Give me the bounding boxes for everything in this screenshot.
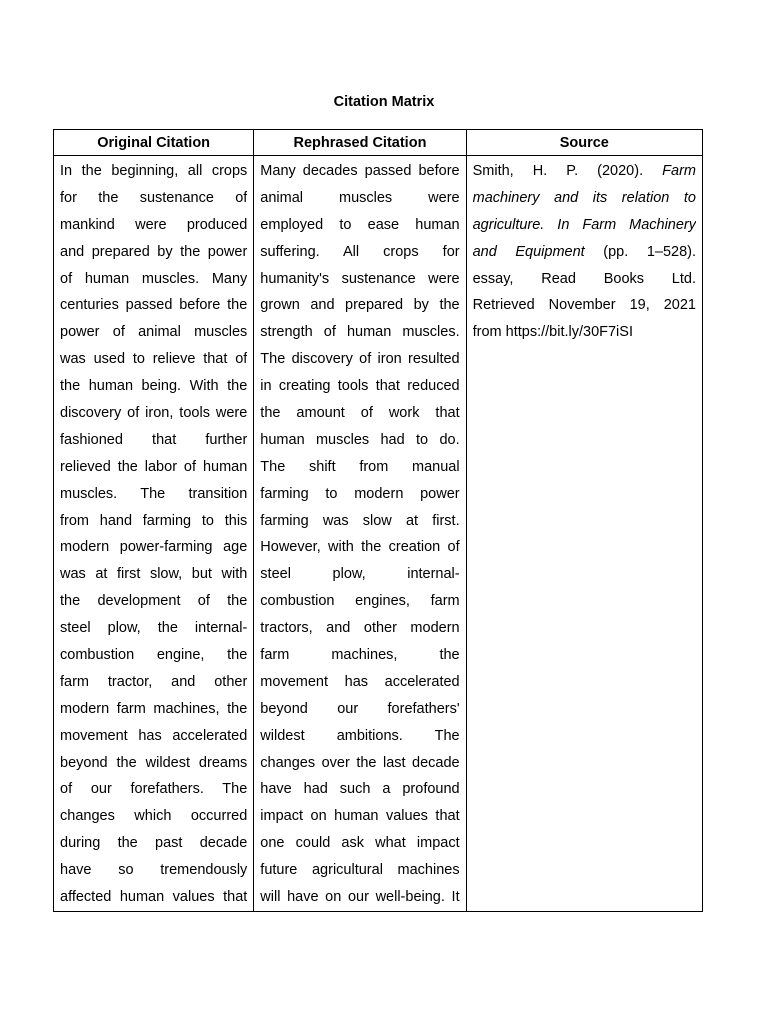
source-cell: [466, 156, 702, 912]
original-line: the human being. With the: [60, 378, 248, 395]
source-line: Retrieved November 19, 2021: [472, 297, 696, 314]
rephrased-line: the amount of work that: [260, 405, 460, 422]
original-line: and prepared by the power: [60, 243, 248, 260]
source-line: Smith, H. P. (2020). Farm: [472, 163, 696, 179]
original-line: In the beginning, all crops: [60, 163, 248, 179]
original-line: centuries passed before the: [60, 297, 248, 314]
original-line: relieved the labor of human: [60, 458, 248, 475]
source-line: agriculture. In Farm Machinery: [472, 216, 696, 233]
rephrased-line: The discovery of iron resulted: [260, 351, 460, 368]
original-line: from hand farming to this: [60, 512, 248, 529]
source-line: essay, Read Books Ltd.: [472, 270, 696, 287]
original-line: of human muscles. Many: [60, 270, 248, 287]
original-line: mankind were produced: [60, 216, 248, 233]
rephrased-line: suffering. All crops for: [260, 243, 460, 260]
source-line: and Equipment (pp. 1–528).: [472, 243, 696, 260]
rephrased-line: grown and prepared by the: [260, 297, 460, 314]
source-line: machinery and its relation to: [472, 189, 696, 206]
rephrased-line: movement has accelerated: [260, 673, 460, 690]
rephrased-line: in creating tools that reduced: [260, 378, 460, 395]
rephrased-line: employed to ease human: [260, 216, 460, 233]
table-header-row: [54, 130, 703, 156]
rephrased-line: The shift from manual: [260, 458, 460, 475]
rephrased-line: farm machines, the: [260, 647, 460, 664]
original-line: have so tremendously: [60, 862, 248, 879]
citation-matrix-table: [53, 129, 703, 912]
header-source: Source: [466, 130, 702, 156]
header-rephrased-citation: Rephrased Citation: [254, 130, 466, 156]
source-link-line: from https://bit.ly/30F7iSI: [472, 324, 633, 341]
rephrased-line: one could ask what impact: [260, 835, 460, 852]
rephrased-line: wildest ambitions. The: [260, 727, 460, 744]
original-line: fashioned that further: [60, 431, 248, 448]
rephrased-citation-cell: [254, 156, 466, 912]
original-line: farm tractor, and other: [60, 673, 248, 690]
original-citation-text: [60, 158, 247, 911]
rephrased-line: changes over the last decade: [260, 754, 460, 771]
original-line: affected human values that: [60, 889, 248, 906]
original-line: modern farm machines, the: [60, 700, 248, 717]
rephrased-line: future agricultural machines: [260, 862, 460, 879]
rephrased-line: farming to modern power: [260, 485, 460, 502]
rephrased-line: beyond our forefathers': [260, 700, 460, 717]
original-line: during the past decade: [60, 835, 248, 852]
original-line: movement has accelerated: [60, 727, 248, 744]
source-text: [473, 158, 696, 346]
rephrased-line: have had such a profound: [260, 781, 460, 798]
original-citation-cell: [54, 156, 254, 912]
original-line: the development of the: [60, 593, 248, 610]
table-row: [54, 156, 703, 912]
original-line: beyond the wildest dreams: [60, 754, 248, 771]
original-line: power of animal muscles: [60, 324, 248, 341]
rephrased-line: Many decades passed before: [260, 163, 460, 179]
rephrased-line: tractors, and other modern: [260, 620, 460, 637]
original-line: modern power-farming age: [60, 539, 248, 556]
rephrased-line: animal muscles were: [260, 189, 460, 206]
original-line: was at first slow, but with: [60, 566, 248, 583]
original-line: combustion engine, the: [60, 647, 248, 664]
original-line: was used to relieve that of: [60, 351, 248, 368]
page-title: Citation Matrix: [333, 94, 435, 110]
rephrased-line: humanity's sustenance were: [260, 270, 460, 287]
rephrased-line: strength of human muscles.: [260, 324, 460, 341]
rephrased-line: impact on human values that: [260, 808, 460, 825]
original-line: changes which occurred: [60, 808, 248, 825]
rephrased-citation-text: [260, 158, 459, 911]
original-line: muscles. The transition: [60, 485, 248, 502]
rephrased-line: steel plow, internal-: [260, 566, 460, 583]
original-line: steel plow, the internal-: [60, 620, 248, 637]
original-line: for the sustenance of: [60, 189, 248, 206]
original-line: discovery of iron, tools were: [60, 405, 248, 422]
rephrased-line: combustion engines, farm: [260, 593, 460, 610]
rephrased-line: However, with the creation of: [260, 539, 460, 556]
rephrased-line: human muscles had to do.: [260, 431, 460, 448]
rephrased-line: farming was slow at first.: [260, 512, 460, 529]
header-original-citation: Original Citation: [54, 130, 254, 156]
original-line: of our forefathers. The: [60, 781, 248, 798]
rephrased-line: will have on our well-being. It: [260, 889, 460, 906]
